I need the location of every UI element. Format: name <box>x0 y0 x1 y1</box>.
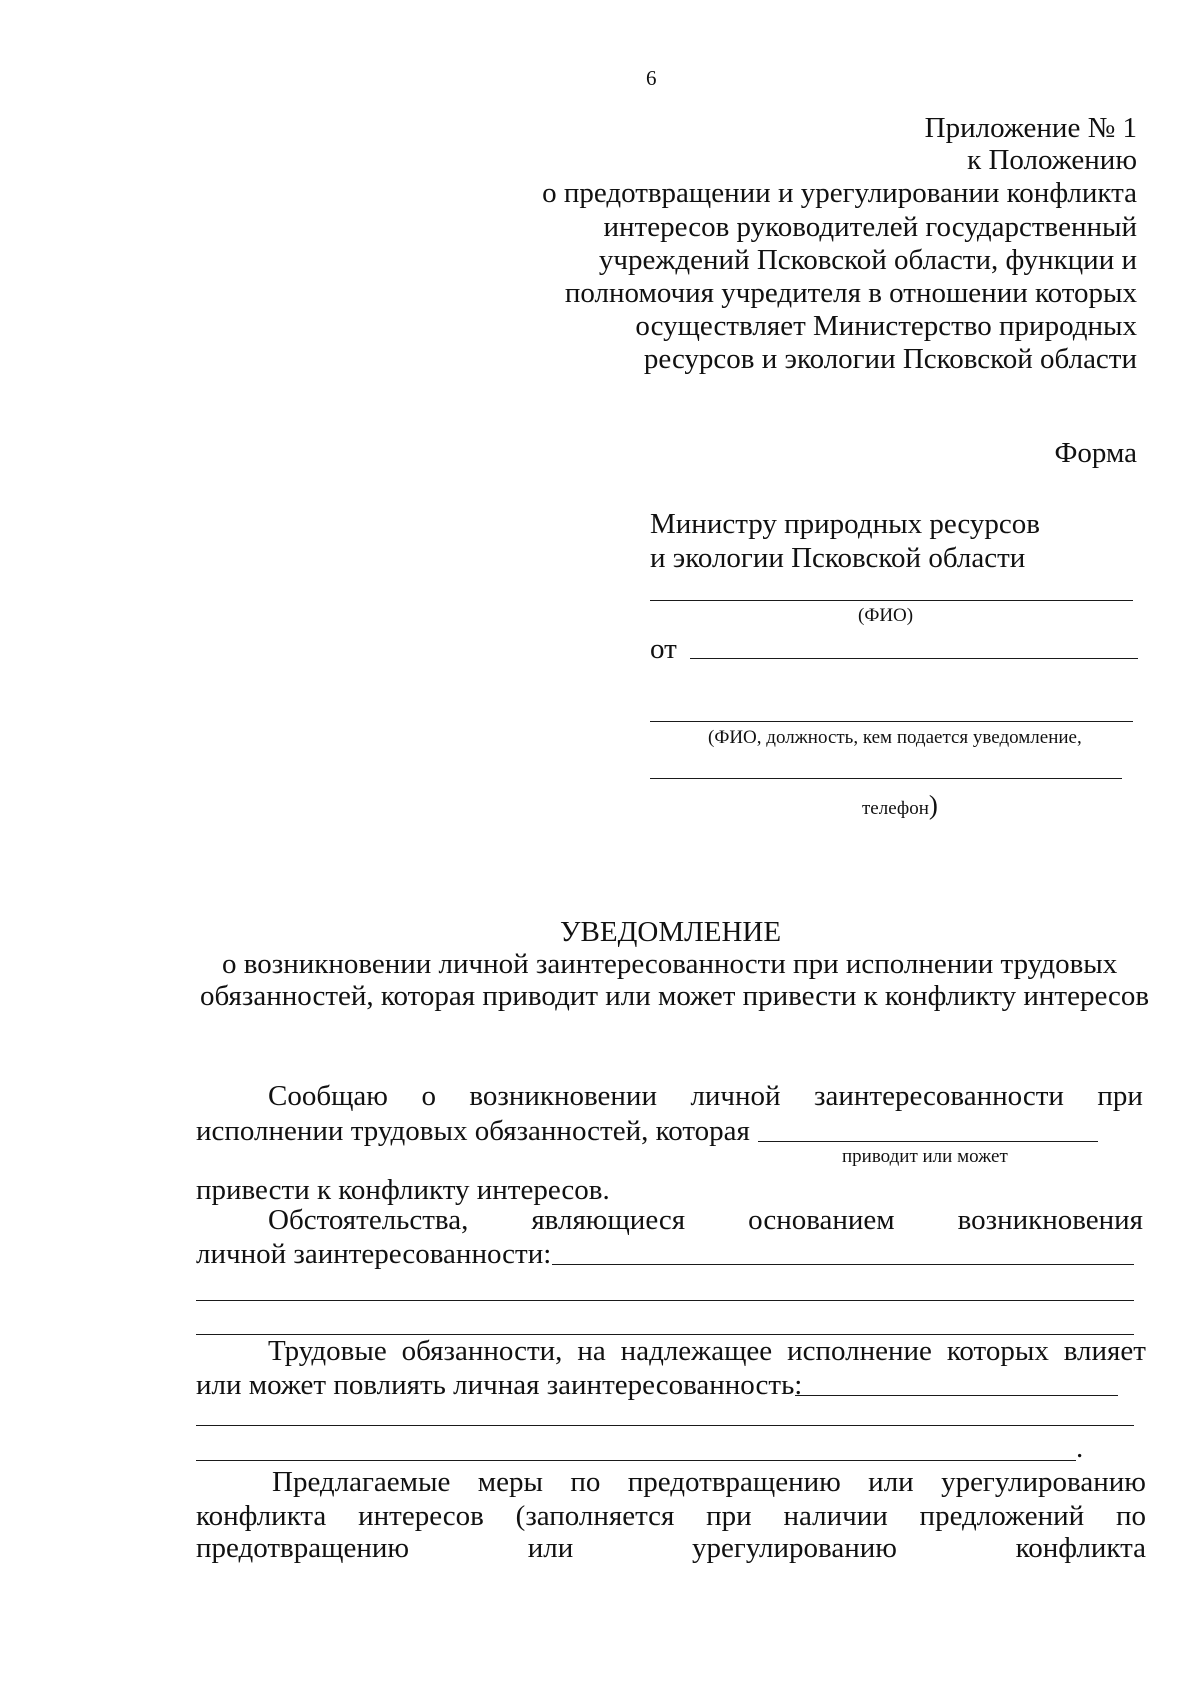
word: Предлагаемые <box>272 1466 451 1498</box>
word: предотвращению <box>196 1532 410 1564</box>
paragraph-1-line1 <box>268 1080 1143 1113</box>
word: предложений <box>919 1500 1085 1532</box>
conflict-choice-hint: приводит или может <box>842 1146 1008 1167</box>
notice-subtitle-line1: о возникновении личной заинтересованности при исполнении трудовых <box>222 948 1118 980</box>
paragraph-3-line1 <box>268 1335 1146 1368</box>
paragraph-1-line3: привести к конфликту интересов. <box>196 1174 610 1206</box>
word: Сообщаю <box>268 1080 388 1112</box>
word: урегулированию <box>941 1466 1146 1498</box>
duties-field-line2[interactable] <box>196 1425 1134 1426</box>
paragraph-4-line2 <box>196 1500 1146 1533</box>
sender-hint: (ФИО, должность, кем подается уведомление, <box>708 727 1082 748</box>
appendix-line: о предотвращении и урегулировании конфликта <box>542 177 1137 209</box>
word: основанием <box>748 1204 895 1236</box>
word: при <box>1097 1080 1143 1112</box>
phone-hint <box>862 790 938 821</box>
word: или <box>868 1466 914 1498</box>
appendix-line: полномочия учредителя в отношении которых <box>564 277 1137 309</box>
paragraph-2-line2: личной заинтересованности: <box>196 1238 552 1270</box>
word: возникновении <box>469 1080 657 1112</box>
word: возникновения <box>957 1204 1143 1236</box>
sender-field-line3[interactable] <box>650 778 1122 779</box>
addressee-line: и экологии Псковской области <box>650 542 1026 574</box>
phone-hint-text: телефон <box>862 798 929 819</box>
word: урегулированию <box>692 1532 897 1564</box>
form-label: Форма <box>1054 437 1137 469</box>
page-number: 6 <box>646 66 657 90</box>
word: влияет <box>1063 1335 1146 1367</box>
addressee-fio-field[interactable] <box>650 600 1133 601</box>
word: (заполняется <box>515 1500 675 1532</box>
from-label: от <box>650 633 677 665</box>
word: или <box>527 1532 574 1564</box>
word: Трудовые <box>268 1335 387 1367</box>
word: интересов <box>358 1500 484 1532</box>
paragraph-4-line1 <box>272 1466 1146 1499</box>
word: предотвращению <box>627 1466 841 1498</box>
paragraph-1-line2: исполнении трудовых обязанностей, которая <box>196 1115 750 1147</box>
word: обязанности, <box>401 1335 563 1367</box>
word: о <box>421 1080 436 1112</box>
word: личной <box>690 1080 781 1112</box>
fio-hint: (ФИО) <box>858 605 914 626</box>
appendix-line: ресурсов и экологии Псковской области <box>643 343 1137 375</box>
word: на <box>577 1335 606 1367</box>
word: по <box>1115 1500 1146 1532</box>
appendix-title: Приложение № 1 <box>924 112 1137 144</box>
duties-period: . <box>1076 1432 1084 1464</box>
paragraph-4-line3 <box>196 1532 1146 1565</box>
word: исполнение <box>787 1335 932 1367</box>
paragraph-2-line1 <box>268 1204 1143 1237</box>
word: по <box>570 1466 601 1498</box>
notice-subtitle-line2: обязанностей, которая приводит или может привести к конфликту интересов <box>200 980 1150 1012</box>
circumstances-field[interactable] <box>552 1264 1134 1265</box>
conflict-choice-field[interactable] <box>758 1141 1098 1142</box>
word: конфликта <box>1015 1532 1146 1564</box>
word: наличии <box>783 1500 888 1532</box>
circumstances-field-line2[interactable] <box>196 1300 1134 1301</box>
word: надлежащее <box>620 1335 773 1367</box>
word: которых <box>946 1335 1049 1367</box>
sender-field-line2[interactable] <box>650 721 1133 722</box>
appendix-line: осуществляет Министерство природных <box>635 310 1137 342</box>
word: меры <box>477 1466 543 1498</box>
sender-field[interactable] <box>690 658 1138 659</box>
duties-field[interactable] <box>795 1395 1118 1396</box>
appendix-line: интересов руководителей государственный <box>603 211 1137 243</box>
word: Обстоятельства, <box>268 1204 469 1236</box>
phone-hint-paren: ) <box>928 790 938 820</box>
appendix-line: учреждений Псковской области, функции и <box>598 244 1137 276</box>
word: конфликта <box>196 1500 327 1532</box>
addressee-line: Министру природных ресурсов <box>650 508 1040 540</box>
word: являющиеся <box>531 1204 686 1236</box>
paragraph-3-line2: или может повлиять личная заинтересованность: <box>196 1369 803 1401</box>
word: при <box>706 1500 752 1532</box>
word: заинтересованности <box>814 1080 1064 1112</box>
appendix-line: к Положению <box>967 144 1137 176</box>
duties-field-line3[interactable] <box>196 1460 1076 1461</box>
notice-title: УВЕДОМЛЕНИЕ <box>560 916 782 948</box>
